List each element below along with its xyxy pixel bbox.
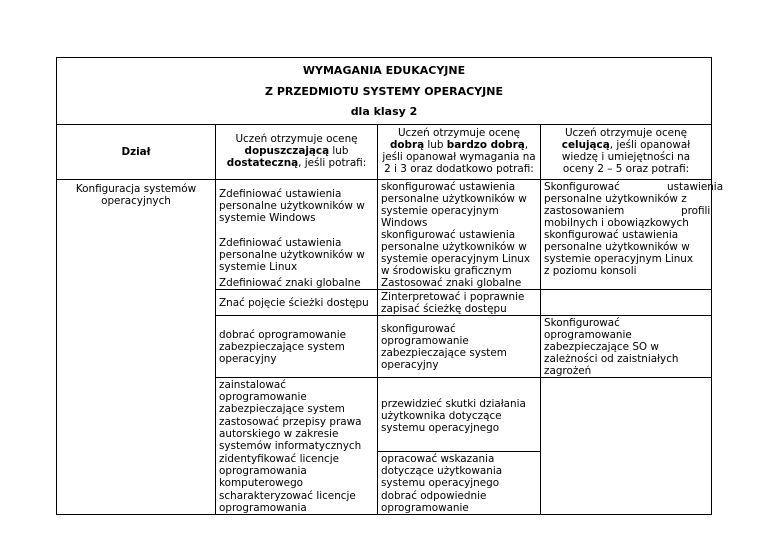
header-dzial: Dział xyxy=(121,146,151,158)
document-class: dla klasy 2 xyxy=(350,105,418,118)
document-title: WYMAGANIA EDUKACYJNE xyxy=(302,64,466,77)
document-subject: Z PRZEDMIOTU SYSTEMY OPERACYJNE xyxy=(265,85,503,98)
col3-znaki-cell: Zastosować znaki globalne xyxy=(381,277,522,289)
document-page: WYMAGANIA EDUKACYJNE Z PRZEDMIOTU SYSTEMY OPERACYJNE dla klasy 2 Dział Uczeń otrzymuje ocenę dopuszczającą lub dostateczną, jeśli potrafi: Uczeń otrzymuje ocenę dobrą lub bardzo dobrą, jeśli opanował wymagania na 2 i 3 oraz dodatkowo potrafi: Uczeń otrzymuje ocenę celującą, jeśli opanował wiedzę i umiejętności na oceny 2 – 5 oraz potrafi: Konfiguracja systemów operacyjnych Zdefiniować ustawienia personalne użytkowników w systemie Windows Zdefiniować ustawienia personalne użytkowników w systemie Linux Zdefiniować znaki globalne Znać pojęcie ścieżki dostępu dobrać oprogramowanie zabezpieczające system operacyjny zainstalować oprogramowanie zabezpieczające system zastosować przepisy prawa autorskiego w zakresie systemów informatycznych zidentyfikować licencje oprogramowania komputerowego scharakteryzować licencje oprogramowania skonfigurować ustawienia personalne użytkowników w systemie operacyjnym Windows skonfigurować ustawienia personalne użytkowników w systemie operacyjnym Linux w środowisku graficznym Zastosować znaki globalne Zinterpretować i poprawnie zapisać ścieżkę dostępu skonfigurować oprogramowanie zabezpieczające system operacyjny przewidzieć skutki działania użytkownika dotyczące systemu operacyjnego opracować wskazania dotyczące użytkowania systemu operacyjnego dobrać odpowiednie oprogramowanie Skonfigurować ustawienia personalne użytkowników z zastosowaniem profili mobilnych i obowiązkowych skonfigurować ustawienia personalne użytkowników w systemie operacyjnym Linux z poziomu konsoli Skonfigurować oprogramowanie zabezpieczające SO w zależności od zaistniałych zagrożeń xyxy=(0,0,768,543)
col2-znaki-cell: Zdefiniować znaki globalne xyxy=(219,277,361,289)
col2-sciezka-cell: Znać pojęcie ścieżki dostępu xyxy=(219,297,369,309)
